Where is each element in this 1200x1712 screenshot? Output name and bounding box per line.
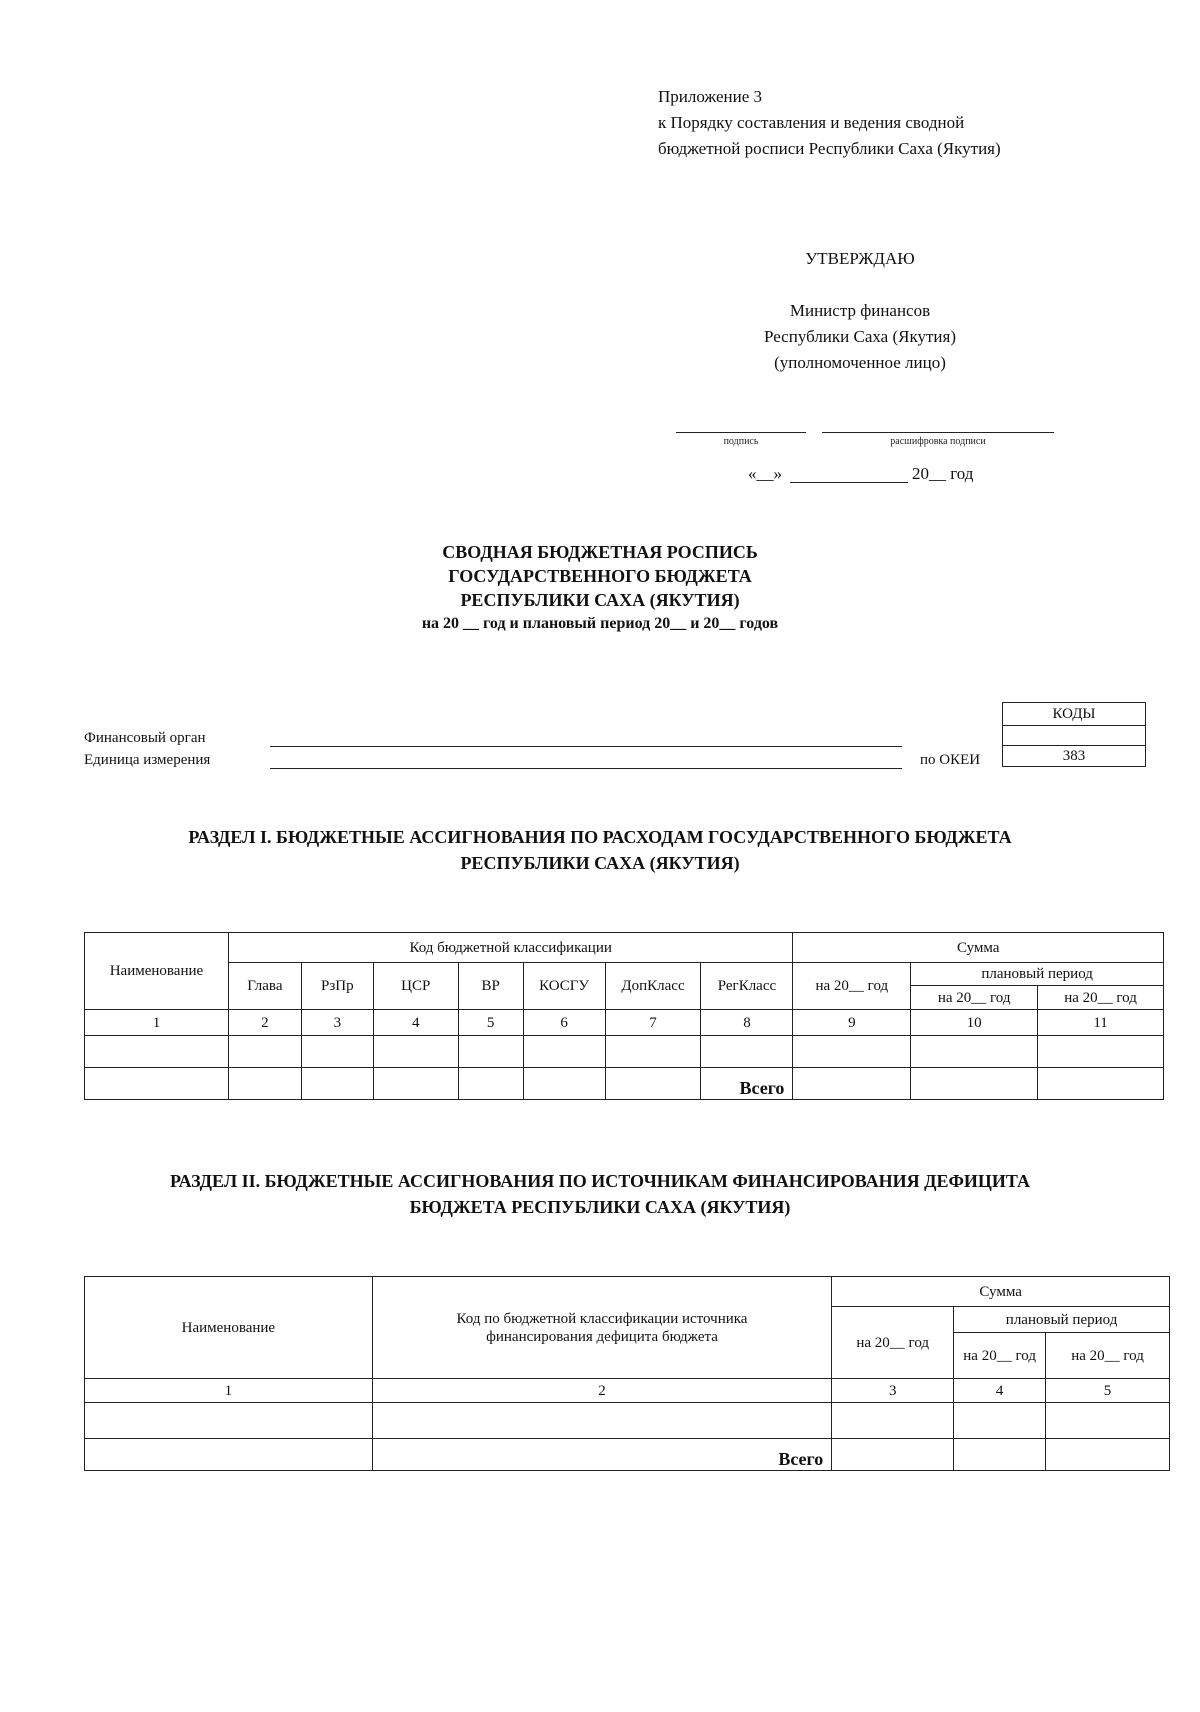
s2-plan-year-2: на 20__ год (1046, 1333, 1170, 1379)
s1-data-cell[interactable] (1038, 1036, 1164, 1068)
s2-total-row (85, 1439, 1170, 1471)
s2-code-header-line-2: финансирования дефицита бюджета (486, 1328, 718, 1345)
s2-num-cell: 2 (372, 1379, 832, 1403)
appendix-line-3: бюджетной росписи Республики Саха (Якутия) (658, 139, 1001, 158)
s2-total-year[interactable] (832, 1439, 954, 1471)
s1-total-year[interactable] (793, 1068, 911, 1100)
date-year: 20__ год (912, 464, 974, 483)
s2-data-cell[interactable] (954, 1403, 1046, 1439)
s1-data-cell[interactable] (301, 1068, 373, 1100)
s1-data-cell[interactable] (605, 1036, 701, 1068)
s1-num-cell: 4 (373, 1010, 458, 1036)
section2-title-line-1: РАЗДЕЛ II. БЮДЖЕТНЫЕ АССИГНОВАНИЯ ПО ИСТОЧНИКАМ ФИНАНСИРОВАНИЯ ДЕФИЦИТА (169, 1171, 1031, 1191)
s1-num-cell: 1 (85, 1010, 229, 1036)
section1-title-line-2: РЕСПУБЛИКИ САХА (ЯКУТИЯ) (460, 853, 740, 873)
s1-data-row (85, 1036, 1164, 1068)
section1-title (0, 824, 1200, 876)
s1-data-cell[interactable] (228, 1036, 301, 1068)
approval-line-2: Республики Саха (Якутия) (763, 327, 956, 346)
s1-plan-year-2: на 20__ год (1038, 986, 1164, 1010)
s1-num-cell: 10 (911, 1010, 1038, 1036)
s1-data-cell[interactable] (605, 1068, 701, 1100)
appendix-line-2: к Порядку составления и ведения сводной (658, 113, 965, 132)
s2-code-header-line-1: Код по бюджетной классификации источника (456, 1310, 748, 1327)
s2-data-cell[interactable] (85, 1403, 373, 1439)
s1-name-header: Наименование (85, 933, 229, 1010)
signature-decode-line[interactable] (822, 432, 1054, 433)
s1-data-cell[interactable] (523, 1068, 605, 1100)
finance-body-label: Финансовый орган (84, 730, 206, 746)
s2-plan-year-1: на 20__ год (954, 1333, 1046, 1379)
s1-sum-header: Сумма (793, 933, 1164, 963)
s1-col-vr: ВР (458, 963, 523, 1010)
appendix-note (658, 84, 1001, 162)
s1-planned-header: плановый период (911, 963, 1164, 986)
document-title (0, 540, 1200, 636)
s2-data-row (85, 1403, 1170, 1439)
finance-body-field[interactable] (270, 746, 902, 747)
s1-col-kosgu: КОСГУ (523, 963, 605, 1010)
signature-decode-label: расшифровка подписи (890, 436, 986, 447)
s1-data-cell[interactable] (85, 1036, 229, 1068)
s2-col-year: на 20__ год (832, 1307, 954, 1379)
s1-col-csr: ЦСР (373, 963, 458, 1010)
s1-data-cell[interactable] (523, 1036, 605, 1068)
section2-title (0, 1168, 1200, 1220)
unit-label: Единица измерения (84, 752, 211, 768)
okei-code[interactable]: 383 (1003, 746, 1146, 767)
s2-data-cell[interactable] (372, 1403, 832, 1439)
s2-sum-header: Сумма (832, 1277, 1170, 1307)
s1-data-cell[interactable] (85, 1068, 229, 1100)
s1-num-cell: 5 (458, 1010, 523, 1036)
unit-field[interactable] (270, 768, 902, 769)
appendix-line-1: Приложение 3 (658, 87, 762, 106)
approve-heading: УТВЕРЖДАЮ (805, 249, 915, 268)
title-period: на 20 __ год и плановый период 20__ и 20__ годов (421, 615, 779, 632)
date-prefix: «__» (748, 464, 782, 483)
s1-data-cell[interactable] (373, 1036, 458, 1068)
s1-kbk-header: Код бюджетной классификации (228, 933, 793, 963)
s2-num-cell: 5 (1046, 1379, 1170, 1403)
s2-data-cell[interactable] (832, 1403, 954, 1439)
section1-title-line-1: РАЗДЕЛ I. БЮДЖЕТНЫЕ АССИГНОВАНИЯ ПО РАСХОДАМ ГОСУДАРСТВЕННОГО БЮДЖЕТА (188, 827, 1012, 847)
finance-body-code[interactable] (1003, 726, 1146, 746)
s1-col-glava: Глава (228, 963, 301, 1010)
s2-num-cell: 3 (832, 1379, 954, 1403)
s1-col-regklass: РегКласс (701, 963, 793, 1010)
s1-num-cell: 6 (523, 1010, 605, 1036)
s1-data-cell[interactable] (301, 1036, 373, 1068)
s2-name-header: Наименование (85, 1277, 373, 1379)
approval-block (640, 246, 1080, 376)
approval-line-1: Министр финансов (789, 301, 931, 320)
s1-data-cell[interactable] (228, 1068, 301, 1100)
title-line-3: РЕСПУБЛИКИ САХА (ЯКУТИЯ) (460, 590, 740, 610)
title-line-1: СВОДНАЯ БЮДЖЕТНАЯ РОСПИСЬ (442, 542, 758, 562)
okei-label: по ОКЕИ (920, 752, 981, 768)
s1-num-cell: 11 (1038, 1010, 1164, 1036)
s2-num-cell: 1 (85, 1379, 373, 1403)
s2-planned-header: плановый период (954, 1307, 1170, 1333)
section1-table (84, 932, 1164, 1100)
approval-line-3: (уполномоченное лицо) (774, 353, 946, 372)
section2-table (84, 1276, 1170, 1471)
s1-data-cell[interactable] (793, 1036, 911, 1068)
title-line-2: ГОСУДАРСТВЕННОГО БЮДЖЕТА (448, 566, 752, 586)
s1-col-rzpr: РзПр (301, 963, 373, 1010)
s1-num-cell: 8 (701, 1010, 793, 1036)
s1-total-plan-1[interactable] (911, 1068, 1038, 1100)
s1-num-cell: 9 (793, 1010, 911, 1036)
s1-total-plan-2[interactable] (1038, 1068, 1164, 1100)
s1-total-label: Всего (701, 1068, 793, 1100)
s2-total-label: Всего (372, 1439, 832, 1471)
s1-num-cell: 2 (228, 1010, 301, 1036)
s1-plan-year-1: на 20__ год (911, 986, 1038, 1010)
s1-total-row (85, 1068, 1164, 1100)
s2-code-header (372, 1277, 832, 1379)
s2-data-cell[interactable] (1046, 1403, 1170, 1439)
s1-data-cell[interactable] (458, 1068, 523, 1100)
s1-num-cell: 7 (605, 1010, 701, 1036)
s2-data-cell[interactable] (85, 1439, 373, 1471)
signature-label: подпись (723, 436, 759, 447)
section2-title-line-2: БЮДЖЕТА РЕСПУБЛИКИ САХА (ЯКУТИЯ) (409, 1197, 791, 1217)
codes-header: КОДЫ (1003, 703, 1146, 726)
s1-num-cell: 3 (301, 1010, 373, 1036)
s1-col-dopklass: ДопКласс (605, 963, 701, 1010)
s1-data-cell[interactable] (911, 1036, 1038, 1068)
s2-total-plan-2[interactable] (1046, 1439, 1170, 1471)
s2-total-plan-1[interactable] (954, 1439, 1046, 1471)
date-month-line[interactable] (790, 482, 908, 483)
s2-num-cell: 4 (954, 1379, 1046, 1403)
s1-data-cell[interactable] (373, 1068, 458, 1100)
codes-box (1002, 702, 1146, 767)
s1-data-cell[interactable] (701, 1036, 793, 1068)
signature-line[interactable] (676, 432, 806, 433)
s1-col-year: на 20__ год (793, 963, 911, 1010)
s1-data-cell[interactable] (458, 1036, 523, 1068)
